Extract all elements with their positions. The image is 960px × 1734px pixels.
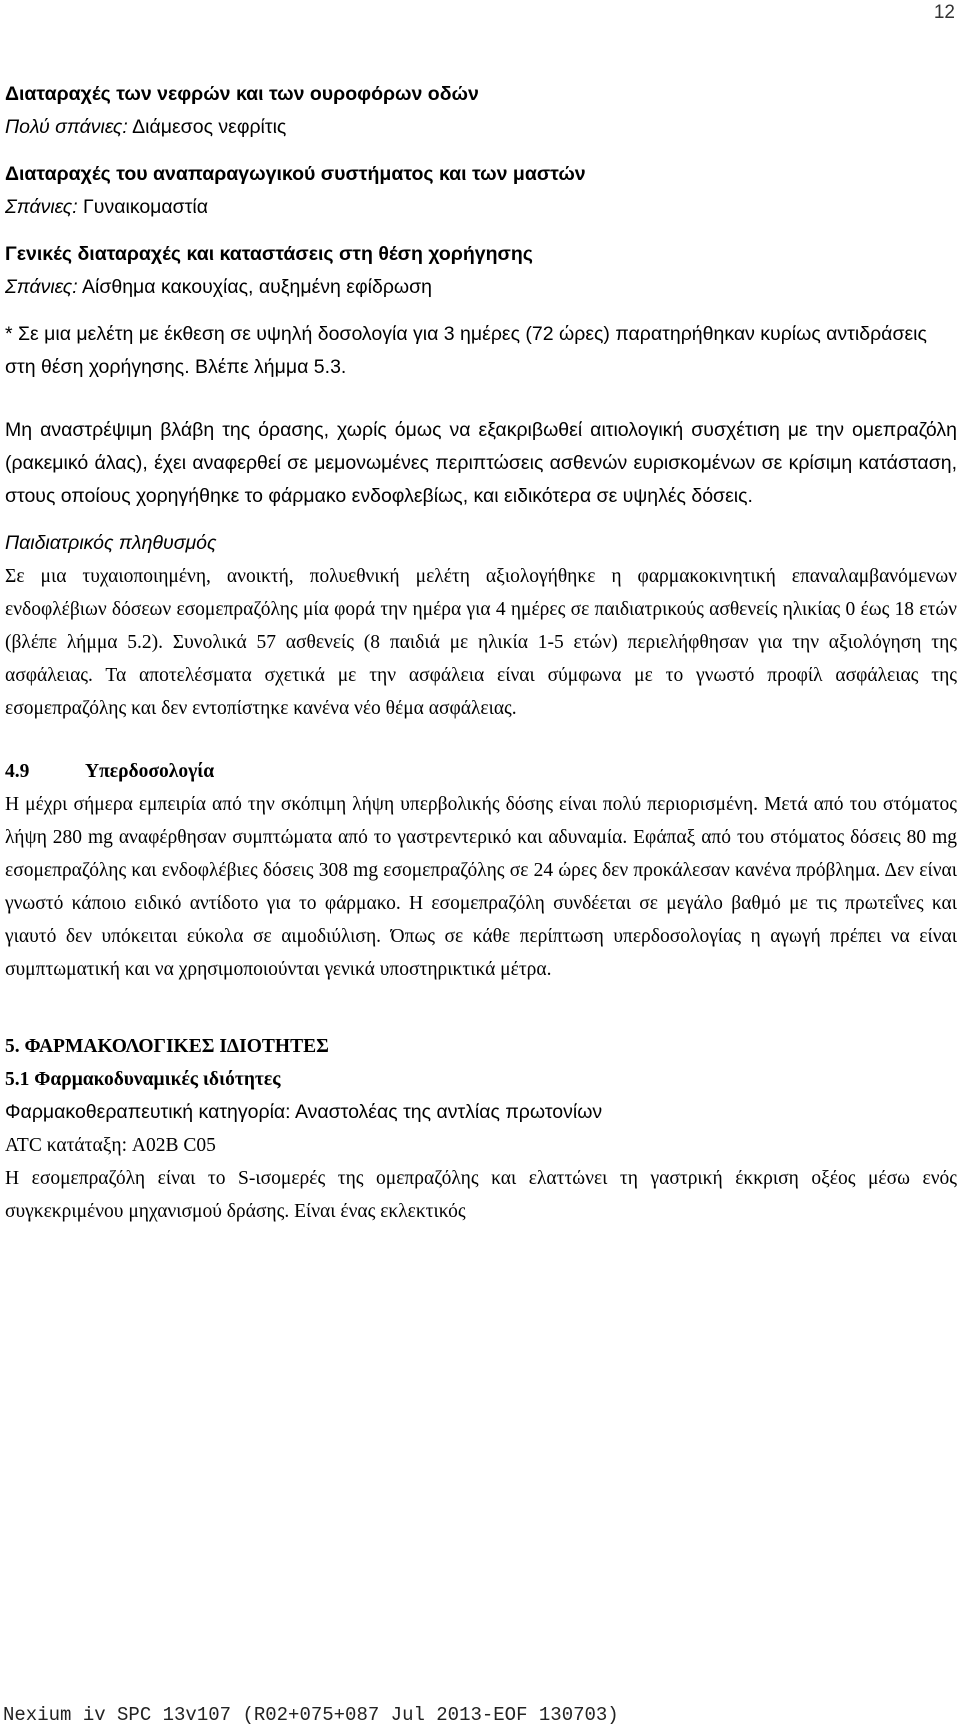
- document-body: [5, 78, 957, 1228]
- frequency-label: Σπάνιες:: [5, 196, 78, 218]
- frequency-label: Σπάνιες:: [5, 276, 78, 298]
- footnote-paragraph: * Σε μια μελέτη με έκθεση σε υψηλή δοσολογία για 3 ημέρες (72 ώρες) παρατηρήθηκαν κυρίως αντιδράσεις στη θέση χορήγησης. Βλέπε λήμμα 5.3.: [5, 323, 927, 378]
- vision-paragraph: Μη αναστρέψιμη βλάβη της όρασης, χωρίς όμως να εξακριβωθεί αιτιολογική συσχέτιση με την ομεπραζόλη (ρακεμικό άλας), έχει αναφερθεί σε μεμονωμένες περιπτώσεις ασθενών ευρισκομένων σε κρίσιμη κατάσταση, στους οποίους χορηγήθηκε το φάρμακο ενδοφλεβίως, και ειδικότερα σε υψηλές δόσεις.: [5, 419, 957, 507]
- section51-heading: 5.1 Φαρμακοδυναμικές ιδιότητες: [5, 1069, 281, 1090]
- section-number: 4.9: [5, 761, 30, 782]
- reproductive-disorders-heading: Διαταραχές του αναπαραγωγικού συστήματος και των μαστών: [5, 163, 586, 185]
- frequency-label: Πολύ σπάνιες:: [5, 116, 128, 138]
- document-footer: Nexium iv SPC 13v107 (R02+075+087 Jul 2013-EOF 130703): [3, 1704, 619, 1726]
- general-disorders-entry: [5, 271, 957, 304]
- section5-heading: 5. ΦΑΡΜΑΚΟΛΟΓΙΚΕΣ ΙΔΙΟΤΗΤΕΣ: [5, 1036, 329, 1057]
- general-disorders-heading: Γενικές διαταραχές και καταστάσεις στη θέση χορήγησης: [5, 243, 533, 265]
- mechanism-paragraph: Η εσομεπραζόλη είναι το S-ισομερές της ομεπραζόλης και ελαττώνει τη γαστρική έκκριση οξέος μέσω ενός συγκεκριμένου μηχανισμού δράσης. Είναι ένας εκλεκτικός: [5, 1168, 957, 1222]
- paediatric-paragraph: Σε μια τυχαιοποιημένη, ανοικτή, πολυεθνική μελέτη αξιολογήθηκε η φαρμακοκινητική επαναλαμβανόμενων ενδοφλέβιων δόσεων εσομεπραζόλης μία φορά την ημέρα για 4 ημέρες σε παιδιατρικούς ασθενείς ηλικίας 0 έως 18 ετών (βλέπε λήμμα 5.2). Συνολικά 57 ασθενείς (8 παιδιά με ηλικία 1-5 ετών) περιελήφθησαν για την αξιολόγηση της ασφάλειας. Τα αποτελέσματα σχετικά με την ασφάλεια είναι σύμφωνα με το γνωστό προφίλ ασφάλειας της εσομεπραζόλης και δεν εντοπίστηκε κανένα νέο θέμα ασφάλειας.: [5, 566, 957, 719]
- paediatric-heading: Παιδιατρικός πληθυσμός: [5, 532, 217, 554]
- overdose-paragraph: Η μέχρι σήμερα εμπειρία από την σκόπιμη λήψη υπερβολικής δόσης είναι πολύ περιορισμένη. Μετά από του στόματος λήψη 280 mg αναφέρθησαν συμπτώματα από το γαστρεντερικό και αδυναμία. Εφάπαξ από του στόματος δόσεις 80 mg εσομεπραζόλης και ενδοφλέβιες δόσεις 308 mg εσομεπραζόλης σε 24 ώρες δεν προκάλεσαν κανένα πρόβλημα. Δεν είναι γνωστό κάποιο ειδικό αντίδοτο για το φάρμακο. Η εσομεπραζόλη συνδέεται σε μεγάλο βαθμό με τις πρωτεΐνες και γιαυτό δεν υπόκειται εύκολα σε αιμοδιύλιση. Όπως σε κάθε περίπτωση υπερδοσολογίας η αγωγή πρέπει να είναι συμπτωματική και να χρησιμοποιούνται γενικά υποστηρικτικά μέτρα.: [5, 794, 957, 980]
- atc-classification: ATC κατάταξη: A02B C05: [5, 1135, 216, 1156]
- therapeutic-category: Φαρμακοθεραπευτική κατηγορία: Αναστολέας της αντλίας πρωτονίων: [5, 1101, 603, 1123]
- overdose-heading: [5, 755, 957, 788]
- adverse-reaction-text: Διάμεσος νεφρίτις: [127, 116, 287, 138]
- renal-disorders-entry: [5, 111, 957, 144]
- adverse-reaction-text: Γυναικομαστία: [77, 196, 209, 218]
- renal-disorders-heading: Διαταραχές των νεφρών και των ουροφόρων οδών: [5, 83, 479, 105]
- section-title: Υπερδοσολογία: [85, 761, 215, 782]
- reproductive-disorders-entry: [5, 191, 957, 224]
- page-number: 12: [933, 2, 955, 23]
- adverse-reaction-text: Αίσθημα κακουχίας, αυξημένη εφίδρωση: [77, 276, 433, 298]
